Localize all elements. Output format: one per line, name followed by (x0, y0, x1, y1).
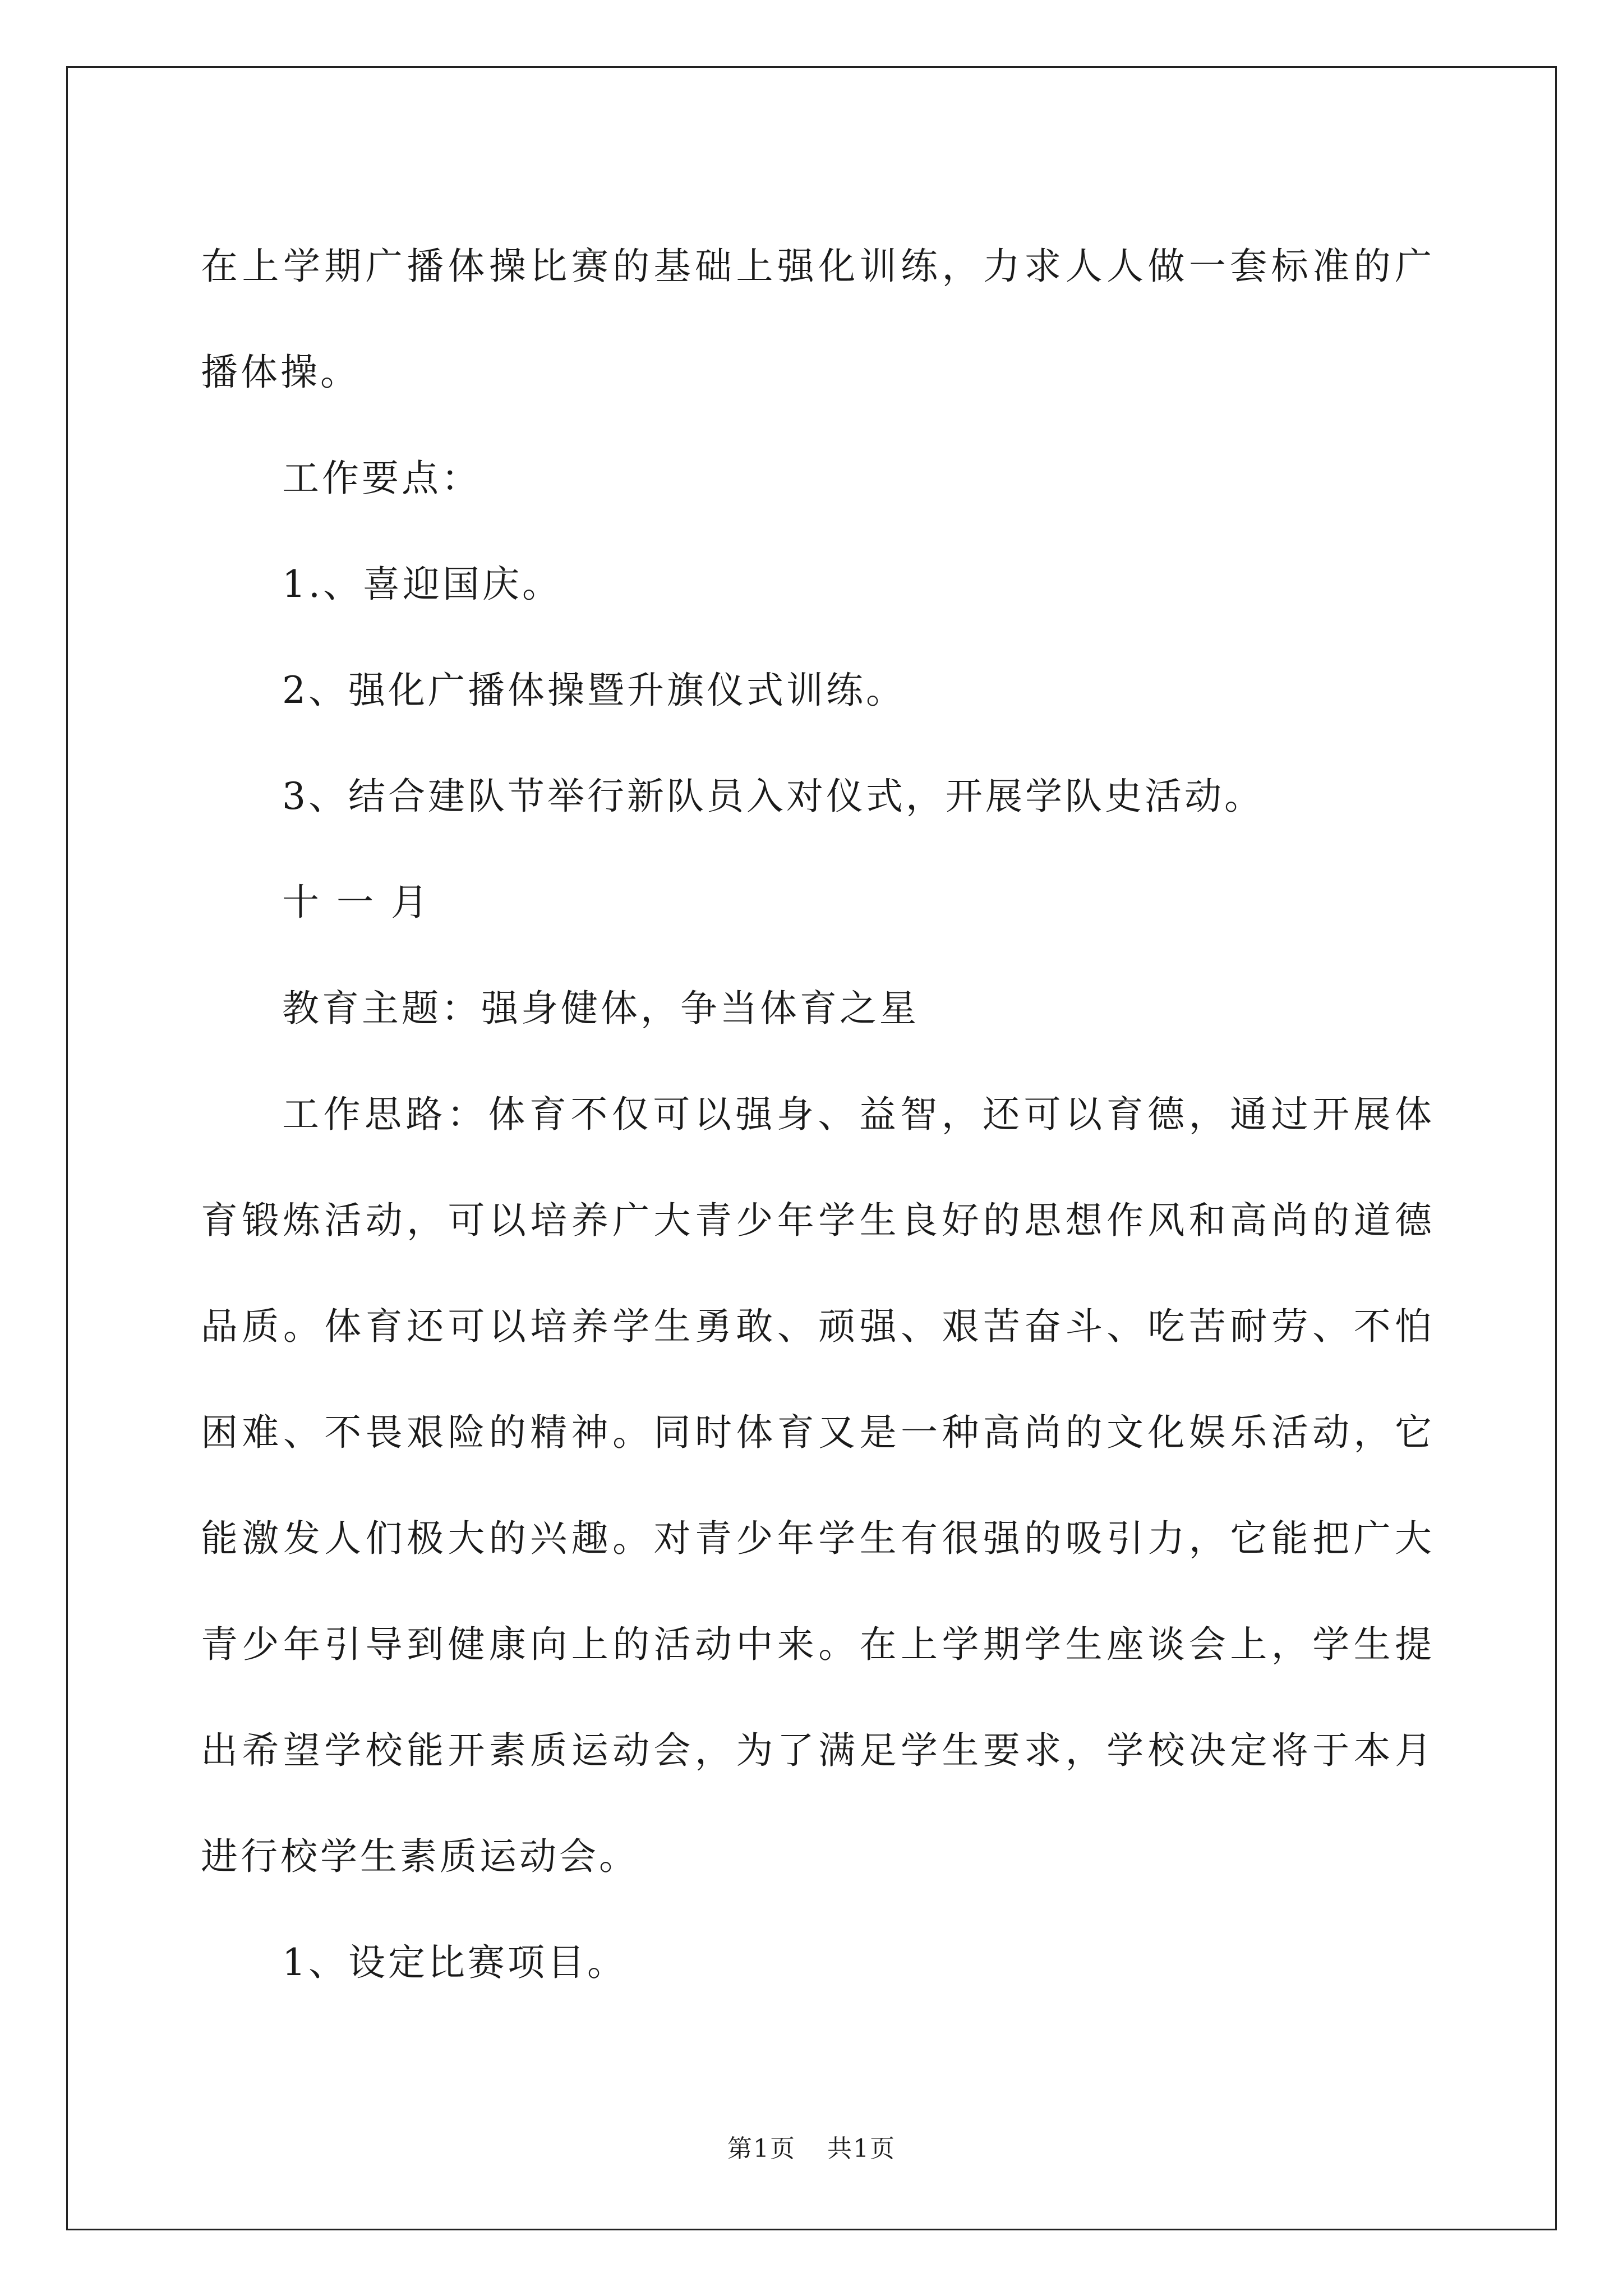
page-footer (0, 2128, 1623, 2164)
paragraph-month-heading: 十 一 月 (282, 881, 431, 924)
paragraph-continuation: 在上学期广播体操比赛的基础上强化训练，力求人人做一套标准的广播体操。 (201, 245, 1435, 394)
page-number-current: 第1页 (727, 2134, 796, 2163)
paragraph-item-2: 2、强化广播体操暨升旗仪式训练。 (282, 669, 906, 712)
paragraph-work-points-heading: 工作要点： (282, 457, 481, 500)
document-body (201, 213, 1435, 2016)
paragraph-item-set-events: 1、设定比赛项目。 (282, 1941, 627, 1984)
paragraph-work-ideas: 工作思路：体育不仅可以强身、益智，还可以育德，通过开展体育锻炼活动，可以培养广大青少年学生良好的思想作风和高尚的道德品质。体育还可以培养学生勇敢、顽强、艰苦奋斗、吃苦耐劳、不怕困难、不畏艰险的精神。同时体育又是一种高尚的文化娱乐活动，它能激发人们极大的兴趣。对青少年学生有很强的吸引力，它能把广大青少年引导到健康向上的活动中来。在上学期学生座谈会上，学生提出希望学校能开素质运动会，为了满足学生要求，学校决定将于本月进行校学生素质运动会。 (201, 1093, 1435, 1878)
paragraph-education-theme: 教育主题：强身健体，争当体育之星 (282, 987, 919, 1030)
paragraph-item-3: 3、结合建队节举行新队员入对仪式，开展学队史活动。 (282, 775, 1264, 818)
page-number-total: 共1页 (827, 2134, 896, 2163)
paragraph-item-1: 1.、喜迎国庆。 (282, 563, 562, 606)
